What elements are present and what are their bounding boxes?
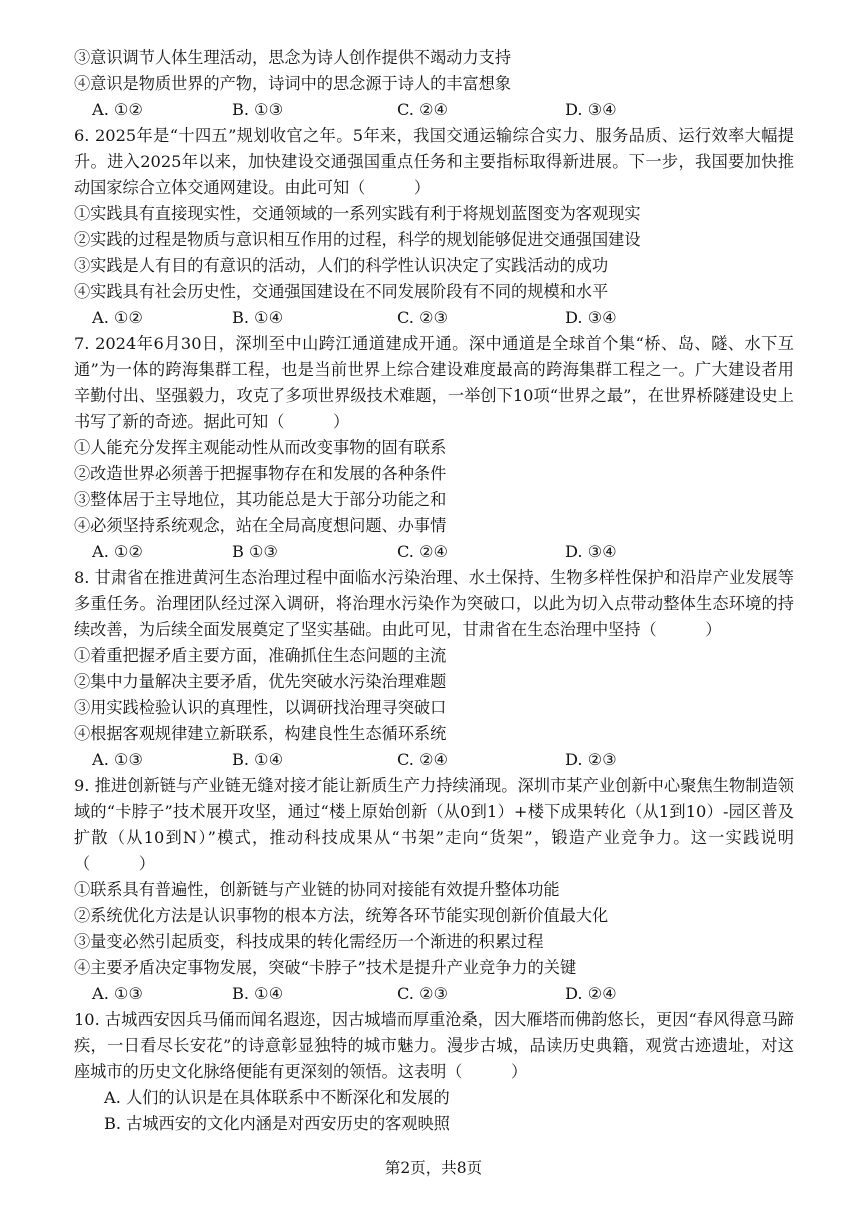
q10-option-a: A. 人们的认识是在具体联系中不断深化和发展的 <box>104 1088 450 1107</box>
q6-statement-2: ②实践的过程是物质与意识相互作用的过程，科学的规划能够促进交通强国建设 <box>74 230 641 249</box>
q6-statement-4: ④实践具有社会历史性，交通强国建设在不同发展阶段有不同的规模和水平 <box>74 282 609 301</box>
q9-statement-4: ④主要矛盾决定事物发展，突破“卡脖子”技术是提升产业竞争力的关键 <box>74 958 577 977</box>
option-b: B. ①③ <box>232 100 284 119</box>
question-7-stem: 7. 2024年6月30日，深圳至中山跨江通道建成开通。深中通道是全球首个集“桥、岛、隧、水下互通”为一体的跨海集群工程，也是当前世界上综合建设难度最高的跨海集群工程之一。广大建设者用辛勤付出、坚强毅力，攻克了多项世界级技术难题，一举创下10项“世界之最”，在世界桥隧建设史上书写了新的奇迹。据此可知（ ） <box>74 334 794 431</box>
answer-options <box>74 97 794 123</box>
q7-statement-4: ④必须坚持系统观念，站在全局高度想问题、办事情 <box>74 516 447 535</box>
page-number: 第2页，共8页 <box>384 1159 483 1177</box>
question-8-stem: 8. 甘肃省在推进黄河生态治理过程中面临水污染治理、水土保持、生物多样性保护和沿岸产业发展等多重任务。治理团队经过深入调研，将治理水污染作为突破口，以此为切入点带动整体生态环境的持续改善，为后续全面发展奠定了坚实基础。由此可见，甘肃省在生态治理中坚持（ ） <box>74 568 794 639</box>
option-a: A. ①② <box>92 308 144 327</box>
statement-4: ④意识是物质世界的产物，诗词中的思念源于诗人的丰富想象 <box>74 74 512 93</box>
statement-3: ③意识调节人体生理活动，思念为诗人创作提供不竭动力支持 <box>74 48 512 67</box>
q6-statement-3: ③实践是人有目的有意识的活动，人们的科学性认识决定了实践活动的成功 <box>74 256 609 275</box>
option-d: D. ③④ <box>565 308 617 327</box>
option-c: C. ②④ <box>397 542 449 561</box>
q6-options <box>74 305 794 331</box>
option-d: D. ②④ <box>565 984 617 1003</box>
question-9-stem: 9. 推进创新链与产业链无缝对接才能让新质生产力持续涌现。深圳市某产业创新中心聚焦生物制造领域的“卡脖子”技术展开攻坚，通过“楼上原始创新（从0到1）+楼下成果转化（从1到10）-园区普及扩散（从10到N）”模式，推动科技成果从“书架”走向“货架”，锻造产业竞争力。这一实践说明（ ） <box>74 776 794 873</box>
q9-statement-3: ③量变必然引起质变，科技成果的转化需经历一个渐进的积累过程 <box>74 932 544 951</box>
q10-option-b: B. 古城西安的文化内涵是对西安历史的客观映照 <box>104 1114 450 1133</box>
option-a: A. ①③ <box>92 984 144 1003</box>
q7-statement-3: ③整体居于主导地位，其功能总是大于部分功能之和 <box>74 490 447 509</box>
option-a: A. ①② <box>92 542 144 561</box>
option-a: A. ①② <box>92 100 144 119</box>
option-b: B ①③ <box>232 542 279 561</box>
q8-statement-4: ④根据客观规律建立新联系，构建良性生态循环系统 <box>74 724 447 743</box>
option-a: A. ①③ <box>92 750 144 769</box>
question-6-stem: 6. 2025年是“十四五”规划收官之年。5年来，我国交通运输综合实力、服务品质、运行效率大幅提升。进入2025年以来，加快建设交通强国重点任务和主要指标取得新进展。下一步，我国要加快推动国家综合立体交通网建设。由此可知（ ） <box>74 126 794 197</box>
q6-statement-1: ①实践具有直接现实性，交通领域的一系列实践有利于将规划蓝图变为客观现实 <box>74 204 641 223</box>
option-b: B. ①④ <box>232 750 284 769</box>
option-b: B. ①④ <box>232 984 284 1003</box>
q7-statement-2: ②改造世界必须善于把握事物存在和发展的各种条件 <box>74 464 447 483</box>
option-c: C. ②③ <box>397 308 449 327</box>
q9-statement-1: ①联系具有普遍性，创新链与产业链的协同对接能有效提升整体功能 <box>74 880 560 899</box>
q8-statement-3: ③用实践检验认识的真理性，以调研找治理寻突破口 <box>74 698 447 717</box>
question-10-stem: 10. 古城西安因兵马俑而闻名遐迩，因古城墙而厚重沧桑，因大雁塔而佛韵悠长，更因“春风得意马蹄疾，一日看尽长安花”的诗意彰显独特的城市魅力。漫步古城，品读历史典籍，观赏古迹遗址，对这座城市的历史文化脉络便能有更深刻的领悟。这表明（ ） <box>74 1010 794 1081</box>
q7-options <box>74 539 794 565</box>
option-c: C. ②③ <box>397 984 449 1003</box>
q8-statement-2: ②集中力量解决主要矛盾，优先突破水污染治理难题 <box>74 672 447 691</box>
option-d: D. ③④ <box>565 542 617 561</box>
q9-statement-2: ②系统优化方法是认识事物的根本方法，统筹各环节能实现创新价值最大化 <box>74 906 609 925</box>
option-d: D. ③④ <box>565 100 617 119</box>
q8-statement-1: ①着重把握矛盾主要方面，准确抓住生态问题的主流 <box>74 646 447 665</box>
q7-statement-1: ①人能充分发挥主观能动性从而改变事物的固有联系 <box>74 438 447 457</box>
q8-options <box>74 747 794 773</box>
page-content <box>74 45 794 1137</box>
option-b: B. ①④ <box>232 308 284 327</box>
option-c: C. ②④ <box>397 100 449 119</box>
option-c: C. ②④ <box>397 750 449 769</box>
option-d: D. ②③ <box>565 750 617 769</box>
q9-options <box>74 981 794 1007</box>
